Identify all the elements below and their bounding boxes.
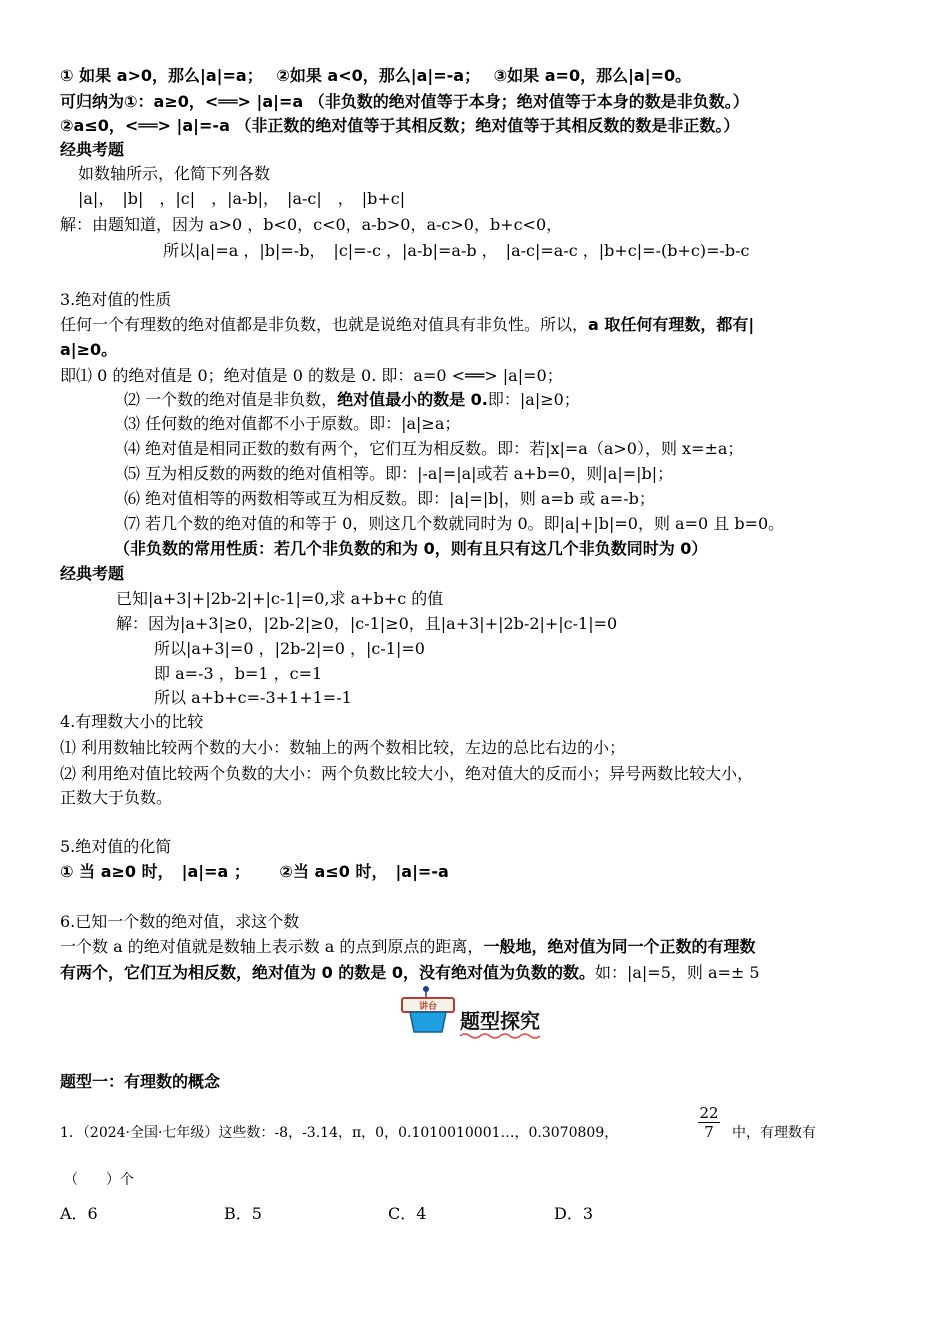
option-d[interactable]: D．3 xyxy=(554,1204,594,1223)
section-4-title: 4.有理数大小的比较 xyxy=(60,712,204,731)
property-intro-bold: a 取任何有理数，都有| xyxy=(588,315,755,334)
banner-title: 题型探究 xyxy=(460,1009,540,1033)
section-3-title: 3.绝对值的性质 xyxy=(60,290,172,309)
classic-heading-2: 经典考题 xyxy=(60,564,125,583)
property-2-formula: 即：|a|≥0； xyxy=(487,390,580,409)
property-2-bold: 绝对值最小的数是 0. xyxy=(337,390,488,409)
distance-text: 一个数 a 的绝对值就是数轴上表示数 a 的点到原点的距离， xyxy=(60,937,484,956)
property-5: ⑸ 互为相反数的两数的绝对值相等。即：|-a|=|a|或若 a+b=0，则|a|=|b|； xyxy=(124,464,674,483)
compare-rule-1: ⑴ 利用数轴比较两个数的大小：数轴上的两个数相比较，左边的总比右边的小； xyxy=(60,738,626,757)
property-1: 即⑴ 0 的绝对值是 0；绝对值是 0 的数是 0. 即：a=0 <══> |a|=0； xyxy=(60,366,563,385)
question-1-blank: （ ）个 xyxy=(64,1172,134,1188)
distance-bold: 一般地，绝对值为同一个正数的有理数 xyxy=(483,937,756,956)
compare-rule-2-cont: 正数大于负数。 xyxy=(60,788,173,807)
rule-line-1: ① 如果 a>0，那么|a|=a； ②如果 a<0，那么|a|=-a； ③如果 a=0，那么|a|=0。 xyxy=(60,66,692,85)
example-prompt: 如数轴所示，化简下列各数 xyxy=(78,164,271,183)
question-type-heading: 题型一：有理数的概念 xyxy=(60,1072,221,1091)
example2-solution-1: 解：因为|a+3|≥0，|2b-2|≥0，|c-1|≥0，且|a+3|+|2b-2|+|c-1|=0 xyxy=(116,614,618,633)
property-4: ⑷ 绝对值是相同正数的数有两个，它们互为相反数。即：若|x|=a（a>0），则 x=±a； xyxy=(124,439,744,458)
simplify-rule: ① 当 a≥0 时， |a|=a ； ②当 a≤0 时， |a|=-a xyxy=(60,862,449,881)
question-1-text: 1．（2024·全国·七年级）这些数：-8，-3.14，π，0，0.1010010001…，0.3070809， xyxy=(60,1125,619,1141)
property-2-text: ⑵ 一个数的绝对值是非负数， xyxy=(124,390,338,409)
fraction-numerator: 22 xyxy=(699,1104,719,1122)
section-5-title: 5.绝对值的化简 xyxy=(60,837,172,856)
example-expressions: |a|， |b| ，|c| ，|a-b|， |a-c| ， |b+c| xyxy=(78,189,406,208)
solution-line-2: 所以|a|=a ，|b|=-b， |c|=-c ，|a-b|=a-b ， |a-c|=a-c ，|b+c|=-(b+c)=-b-c xyxy=(163,241,750,260)
option-c[interactable]: C．4 xyxy=(388,1204,427,1223)
example2-solution-3: 即 a=-3 ，b=1 ，c=1 xyxy=(154,664,323,683)
distance-bold-2: 有两个，它们互为相反数，绝对值为 0 的数是 0，没有绝对值为负数的数。 xyxy=(60,963,595,982)
rule-line-2: 可归纳为①：a≥0，<══> |a|=a （非负数的绝对值等于本身；绝对值等于本身的数是非负数。） xyxy=(60,92,749,111)
section-6-title: 6.已知一个数的绝对值，求这个数 xyxy=(60,912,300,931)
podium-icon xyxy=(398,986,558,1050)
property-2 xyxy=(124,388,580,412)
property-intro xyxy=(60,313,754,337)
example2-solution-4: 所以 a+b+c=-3+1+1=-1 xyxy=(154,688,352,707)
podium-label: 讲台 xyxy=(418,1002,438,1012)
question-1-tail: 中，有理数有 xyxy=(732,1125,816,1141)
property-intro-text: 任何一个有理数的绝对值都是非负数，也就是说绝对值具有非负性。所以， xyxy=(60,315,589,334)
distance-line-1 xyxy=(60,935,755,959)
option-a[interactable]: A．6 xyxy=(60,1204,98,1223)
nonnegative-note: （非负数的常用性质：若几个非负数的和为 0，则有且只有这几个非负数同时为 0） xyxy=(114,539,708,558)
distance-example: 如：|a|=5，则 a=± 5 xyxy=(594,963,760,982)
example2-solution-2: 所以|a+3|=0 ，|2b-2|=0 ，|c-1|=0 xyxy=(154,639,425,658)
solution-line-1: 解：由题知道，因为 a>0 ，b<0，c<0，a-b>0，a-c>0，b+c<0， xyxy=(60,215,563,234)
property-7: ⑺ 若几个数的绝对值的和等于 0，则这几个数就同时为 0。即|a|+|b|=0，则 a=0 且 b=0。 xyxy=(124,514,785,533)
example2-prompt: 已知|a+3|+|2b-2|+|c-1|=0,求 a+b+c 的值 xyxy=(116,589,444,608)
question-types-banner xyxy=(398,986,558,1050)
option-b[interactable]: B．5 xyxy=(224,1204,262,1223)
property-3: ⑶ 任何数的绝对值都不小于原数。即：|a|≥a； xyxy=(124,414,461,433)
property-intro-cont: a|≥0。 xyxy=(60,340,118,359)
fraction-denominator: 7 xyxy=(704,1123,714,1141)
rule-line-3: ②a≤0，<══> |a|=-a （非正数的绝对值等于其相反数；绝对值等于其相反数的数是非正数。） xyxy=(60,116,740,135)
property-6: ⑹ 绝对值相等的两数相等或互为相反数。即：|a|=|b|，则 a=b 或 a=-b； xyxy=(124,489,655,508)
fraction-22-7 xyxy=(698,1104,720,1141)
distance-line-2 xyxy=(60,961,760,985)
classic-heading-1: 经典考题 xyxy=(60,140,125,159)
compare-rule-2: ⑵ 利用绝对值比较两个负数的大小：两个负数比较大小，绝对值大的反而小；异号两数比较大小， xyxy=(60,764,754,783)
